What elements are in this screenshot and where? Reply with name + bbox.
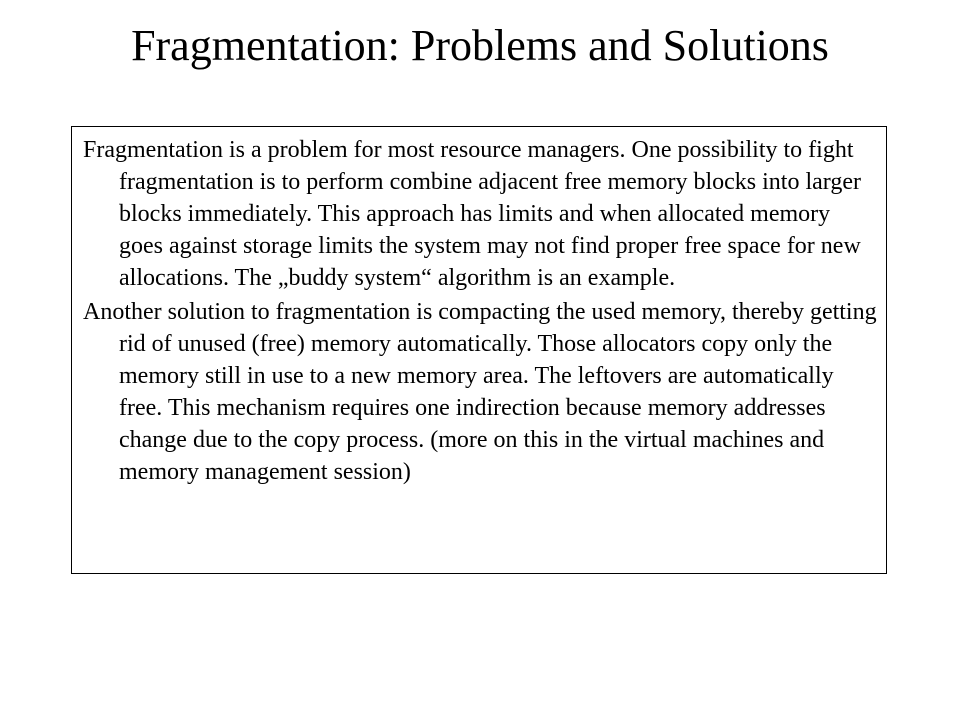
paragraph-buddy-system: Fragmentation is a problem for most resource managers. One possibility to fight fragmentation is to perform combine adjacent free memory blocks into larger blocks immediately. This approach has limits and when allocated memory goes against storage limits the system may not find proper free space for new allocations. The „buddy system“ algorithm is an example. [83, 137, 861, 291]
paragraph-compaction: Another solution to fragmentation is compacting the used memory, thereby getting rid of unused (free) memory automatically. Those allocators copy only the memory still in use to a new memory area. The leftovers are automatically free. This mechanism requires one indirection because memory addresses change due to the copy process. (more on this in the virtual machines and memory management session) [83, 299, 877, 485]
content-box [71, 126, 887, 574]
slide-title: Fragmentation: Problems and Solutions [131, 21, 829, 70]
